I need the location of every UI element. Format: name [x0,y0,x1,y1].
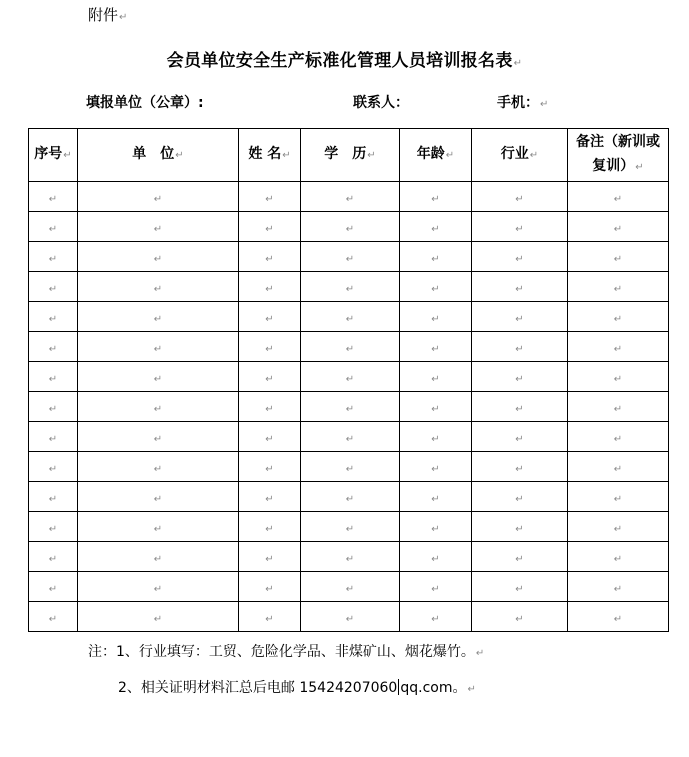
paragraph-mark-icon: ↵ [153,614,163,625]
table-cell[interactable] [400,182,472,212]
table-cell[interactable] [78,512,239,542]
table-cell[interactable] [400,602,472,632]
paragraph-mark-icon: ↵ [431,494,440,505]
paragraph-mark-icon: ↵ [613,404,623,415]
table-row [29,332,669,362]
paragraph-mark-icon: ↵ [265,224,274,235]
table-cell[interactable] [568,332,669,362]
header-cell: 姓 名↵ [239,129,301,182]
table-cell[interactable] [29,452,78,482]
paragraph-mark-icon: ↵ [613,284,623,295]
table-cell[interactable] [400,572,472,602]
paragraph-mark-icon: ↵ [431,344,440,355]
paragraph-mark-icon: ↵ [431,374,440,385]
paragraph-mark-icon: ↵ [48,494,58,505]
paragraph-mark-icon: ↵ [48,404,58,415]
paragraph-mark-icon: ↵ [515,254,524,265]
paragraph-mark-icon: ↵ [345,584,355,595]
paragraph-mark-icon: ↵ [613,374,623,385]
paragraph-mark-icon: ↵ [613,614,623,625]
table-cell[interactable] [29,482,78,512]
paragraph-mark-icon: ↵ [153,254,163,265]
table-row [29,482,669,512]
paragraph-mark-icon: ↵ [153,464,163,475]
paragraph-mark-icon: ↵ [63,150,72,161]
paragraph-mark-icon: ↵ [153,434,163,445]
paragraph-mark-icon: ↵ [48,434,58,445]
header-cell: 年龄↵ [400,129,472,182]
table-cell[interactable] [301,482,400,512]
table-cell[interactable] [472,332,568,362]
paragraph-mark-icon: ↵ [613,224,623,235]
table-cell[interactable] [472,302,568,332]
paragraph-mark-icon: ↵ [153,194,163,205]
paragraph-mark-icon: ↵ [265,434,274,445]
paragraph-mark-icon: ↵ [515,194,524,205]
paragraph-mark-icon: ↵ [153,344,163,355]
paragraph-mark-icon: ↵ [613,344,623,355]
paragraph-mark-icon: ↵ [345,314,355,325]
table-cell[interactable] [568,422,669,452]
table-cell[interactable] [29,242,78,272]
paragraph-mark-icon: ↵ [515,464,524,475]
paragraph-mark-icon: ↵ [265,344,274,355]
table-cell[interactable] [239,332,301,362]
table-cell[interactable] [472,422,568,452]
paragraph-mark-icon: ↵ [48,554,58,565]
paragraph-mark-icon: ↵ [265,524,274,535]
paragraph-mark-icon: ↵ [613,464,623,475]
paragraph-mark-icon: ↵ [367,150,376,161]
table-cell[interactable] [78,542,239,572]
table-cell[interactable] [78,242,239,272]
table-cell[interactable] [472,572,568,602]
paragraph-mark-icon: ↵ [153,404,163,415]
paragraph-mark-icon: ↵ [515,314,524,325]
header-cell: 备注（新训或复训）↵ [568,129,669,182]
table-row [29,422,669,452]
table-cell[interactable] [78,392,239,422]
table-cell[interactable] [239,572,301,602]
paragraph-mark-icon: ↵ [48,284,58,295]
table-cell[interactable] [29,272,78,302]
paragraph-mark-icon: ↵ [345,404,355,415]
table-cell[interactable] [568,572,669,602]
table-cell[interactable] [568,602,669,632]
table-cell[interactable] [400,362,472,392]
table-cell[interactable] [239,272,301,302]
paragraph-mark-icon: ↵ [153,284,163,295]
paragraph-mark-icon: ↵ [467,684,476,695]
table-cell[interactable] [568,542,669,572]
table-cell[interactable] [78,182,239,212]
paragraph-mark-icon: ↵ [345,374,355,385]
table-cell[interactable] [400,392,472,422]
paragraph-mark-icon: ↵ [613,494,623,505]
phone-label: 手机：↵ [497,95,549,111]
paragraph-mark-icon: ↵ [513,58,523,69]
table-cell[interactable] [568,272,669,302]
paragraph-mark-icon: ↵ [345,524,355,535]
paragraph-mark-icon: ↵ [515,434,524,445]
paragraph-mark-icon: ↵ [153,554,163,565]
table-cell[interactable] [301,272,400,302]
table-cell[interactable] [29,542,78,572]
paragraph-mark-icon: ↵ [515,344,524,355]
table-cell[interactable] [301,212,400,242]
paragraph-mark-icon: ↵ [613,254,623,265]
paragraph-mark-icon: ↵ [153,494,163,505]
paragraph-mark-icon: ↵ [153,374,163,385]
table-cell[interactable] [472,542,568,572]
table-row [29,362,669,392]
paragraph-mark-icon: ↵ [265,494,274,505]
paragraph-mark-icon: ↵ [345,284,355,295]
paragraph-mark-icon: ↵ [613,194,623,205]
table-cell[interactable] [29,572,78,602]
paragraph-mark-icon: ↵ [265,464,274,475]
table-cell[interactable] [239,182,301,212]
table-row [29,302,669,332]
table-row [29,392,669,422]
table-cell[interactable] [472,182,568,212]
paragraph-mark-icon: ↵ [265,284,274,295]
paragraph-mark-icon: ↵ [431,254,440,265]
paragraph-mark-icon: ↵ [613,314,623,325]
table-body [29,182,669,632]
table-cell[interactable] [78,302,239,332]
table-cell[interactable] [78,572,239,602]
table-cell[interactable] [78,212,239,242]
table-cell[interactable] [472,212,568,242]
paragraph-mark-icon: ↵ [265,194,274,205]
page-title: 会员单位安全生产标准化管理人员培训报名表↵ [166,51,523,71]
paragraph-mark-icon: ↵ [345,614,355,625]
paragraph-mark-icon: ↵ [431,314,440,325]
paragraph-mark-icon: ↵ [265,314,274,325]
paragraph-mark-icon: ↵ [265,254,274,265]
paragraph-mark-icon: ↵ [345,344,355,355]
table-cell[interactable] [301,362,400,392]
paragraph-mark-icon: ↵ [175,150,184,161]
table-cell[interactable] [239,452,301,482]
table-row [29,212,669,242]
table-cell[interactable] [239,242,301,272]
paragraph-mark-icon: ↵ [345,224,355,235]
paragraph-mark-icon: ↵ [48,344,58,355]
table-cell[interactable] [78,362,239,392]
table-cell[interactable] [400,212,472,242]
paragraph-mark-icon: ↵ [431,224,440,235]
table-cell[interactable] [400,272,472,302]
table-cell[interactable] [239,482,301,512]
paragraph-mark-icon: ↵ [431,284,440,295]
paragraph-mark-icon: ↵ [540,99,549,110]
table-cell[interactable] [78,422,239,452]
attachment-label: 附件↵ [88,6,128,24]
table-header-row [29,129,669,182]
header-cell: 行业↵ [472,129,568,182]
table-cell[interactable] [239,512,301,542]
table-cell[interactable] [472,392,568,422]
table-cell[interactable] [400,512,472,542]
table-cell[interactable] [472,362,568,392]
paragraph-mark-icon: ↵ [515,614,524,625]
paragraph-mark-icon: ↵ [265,614,274,625]
paragraph-mark-icon: ↵ [613,584,623,595]
table-row [29,242,669,272]
paragraph-mark-icon: ↵ [515,404,524,415]
paragraph-mark-icon: ↵ [153,584,163,595]
table-cell[interactable] [301,602,400,632]
table-cell[interactable] [568,392,669,422]
table-cell[interactable] [78,482,239,512]
paragraph-mark-icon: ↵ [48,224,58,235]
table-cell[interactable] [239,362,301,392]
table-cell[interactable] [472,242,568,272]
paragraph-mark-icon: ↵ [515,494,524,505]
paragraph-mark-icon: ↵ [345,194,355,205]
paragraph-mark-icon: ↵ [345,554,355,565]
table-cell[interactable] [400,242,472,272]
paragraph-mark-icon: ↵ [431,404,440,415]
table-cell[interactable] [472,272,568,302]
info-line [86,92,606,112]
paragraph-mark-icon: ↵ [635,162,644,173]
table-cell[interactable] [239,212,301,242]
table-cell[interactable] [301,572,400,602]
table-cell[interactable] [472,602,568,632]
table-cell[interactable] [29,362,78,392]
table-cell[interactable] [400,302,472,332]
table-cell[interactable] [239,422,301,452]
paragraph-mark-icon: ↵ [48,374,58,385]
paragraph-mark-icon: ↵ [613,554,623,565]
paragraph-mark-icon: ↵ [515,524,524,535]
table-cell[interactable] [301,182,400,212]
paragraph-mark-icon: ↵ [48,464,58,475]
paragraph-mark-icon: ↵ [431,524,440,535]
table-cell[interactable] [78,602,239,632]
header-cell: 学 历↵ [301,129,400,182]
paragraph-mark-icon: ↵ [345,494,355,505]
table-cell[interactable] [239,392,301,422]
table-cell[interactable] [568,482,669,512]
table-cell[interactable] [78,272,239,302]
paragraph-mark-icon: ↵ [48,314,58,325]
table-cell[interactable] [472,452,568,482]
table-cell[interactable] [568,182,669,212]
table-cell[interactable] [301,422,400,452]
note-industry: 注：1、行业填写：工贸、危险化学品、非煤矿山、烟花爆竹。↵ [88,644,485,660]
paragraph-mark-icon: ↵ [153,314,163,325]
table-cell[interactable] [29,512,78,542]
table-row [29,602,669,632]
paragraph-mark-icon: ↵ [431,584,440,595]
table-cell[interactable] [29,182,78,212]
table-cell[interactable] [29,302,78,332]
note-email: 2、相关证明材料汇总后电邮 15424207060 qq.com。↵ [118,680,476,696]
table-cell[interactable] [301,542,400,572]
table-cell[interactable] [29,392,78,422]
paragraph-mark-icon: ↵ [613,524,623,535]
table-cell[interactable] [239,602,301,632]
table-cell[interactable] [568,452,669,482]
table-cell[interactable] [239,542,301,572]
table-cell[interactable] [400,422,472,452]
table-row [29,452,669,482]
paragraph-mark-icon: ↵ [475,648,485,659]
paragraph-mark-icon: ↵ [431,614,440,625]
table-cell[interactable] [568,512,669,542]
table-row [29,182,669,212]
paragraph-mark-icon: ↵ [265,374,274,385]
table-cell[interactable] [472,482,568,512]
table-cell[interactable] [301,242,400,272]
table-cell[interactable] [472,512,568,542]
paragraph-mark-icon: ↵ [515,374,524,385]
paragraph-mark-icon: ↵ [48,254,58,265]
paragraph-mark-icon: ↵ [529,150,539,161]
paragraph-mark-icon: ↵ [515,554,524,565]
paragraph-mark-icon: ↵ [282,150,291,161]
paragraph-mark-icon: ↵ [445,150,455,161]
table-cell[interactable] [400,332,472,362]
paragraph-mark-icon: ↵ [345,464,355,475]
contact-label: 联系人： [353,95,409,111]
registration-table [28,128,669,632]
table-cell[interactable] [568,242,669,272]
paragraph-mark-icon: ↵ [48,614,58,625]
table-cell[interactable] [400,452,472,482]
table-cell[interactable] [568,302,669,332]
paragraph-mark-icon: ↵ [345,434,355,445]
paragraph-mark-icon: ↵ [613,434,623,445]
table-row [29,272,669,302]
table-cell[interactable] [29,422,78,452]
table-cell[interactable] [568,212,669,242]
table-cell[interactable] [400,482,472,512]
paragraph-mark-icon: ↵ [265,404,274,415]
paragraph-mark-icon: ↵ [153,524,163,535]
paragraph-mark-icon: ↵ [119,12,128,23]
header-cell: 单 位↵ [78,129,239,182]
unit-label: 填报单位（公章）: [86,95,204,111]
table-cell[interactable] [301,512,400,542]
paragraph-mark-icon: ↵ [431,554,440,565]
header-cell: 序号↵ [29,129,78,182]
table-cell[interactable] [301,392,400,422]
table-cell[interactable] [78,332,239,362]
table-row [29,572,669,602]
paragraph-mark-icon: ↵ [48,524,58,535]
table-cell[interactable] [400,542,472,572]
paragraph-mark-icon: ↵ [153,224,163,235]
paragraph-mark-icon: ↵ [265,554,274,565]
paragraph-mark-icon: ↵ [431,464,440,475]
paragraph-mark-icon: ↵ [515,284,524,295]
table-cell[interactable] [568,362,669,392]
table-cell[interactable] [78,452,239,482]
table-cell[interactable] [29,602,78,632]
paragraph-mark-icon: ↵ [431,434,440,445]
table-cell[interactable] [301,302,400,332]
table-cell[interactable] [301,332,400,362]
table-cell[interactable] [301,452,400,482]
table-cell[interactable] [29,212,78,242]
paragraph-mark-icon: ↵ [345,254,355,265]
table-row [29,512,669,542]
paragraph-mark-icon: ↵ [48,584,58,595]
paragraph-mark-icon: ↵ [515,584,524,595]
table-row [29,542,669,572]
table-cell[interactable] [29,332,78,362]
paragraph-mark-icon: ↵ [515,224,524,235]
paragraph-mark-icon: ↵ [48,194,58,205]
paragraph-mark-icon: ↵ [265,584,274,595]
paragraph-mark-icon: ↵ [431,194,440,205]
table-cell[interactable] [239,302,301,332]
